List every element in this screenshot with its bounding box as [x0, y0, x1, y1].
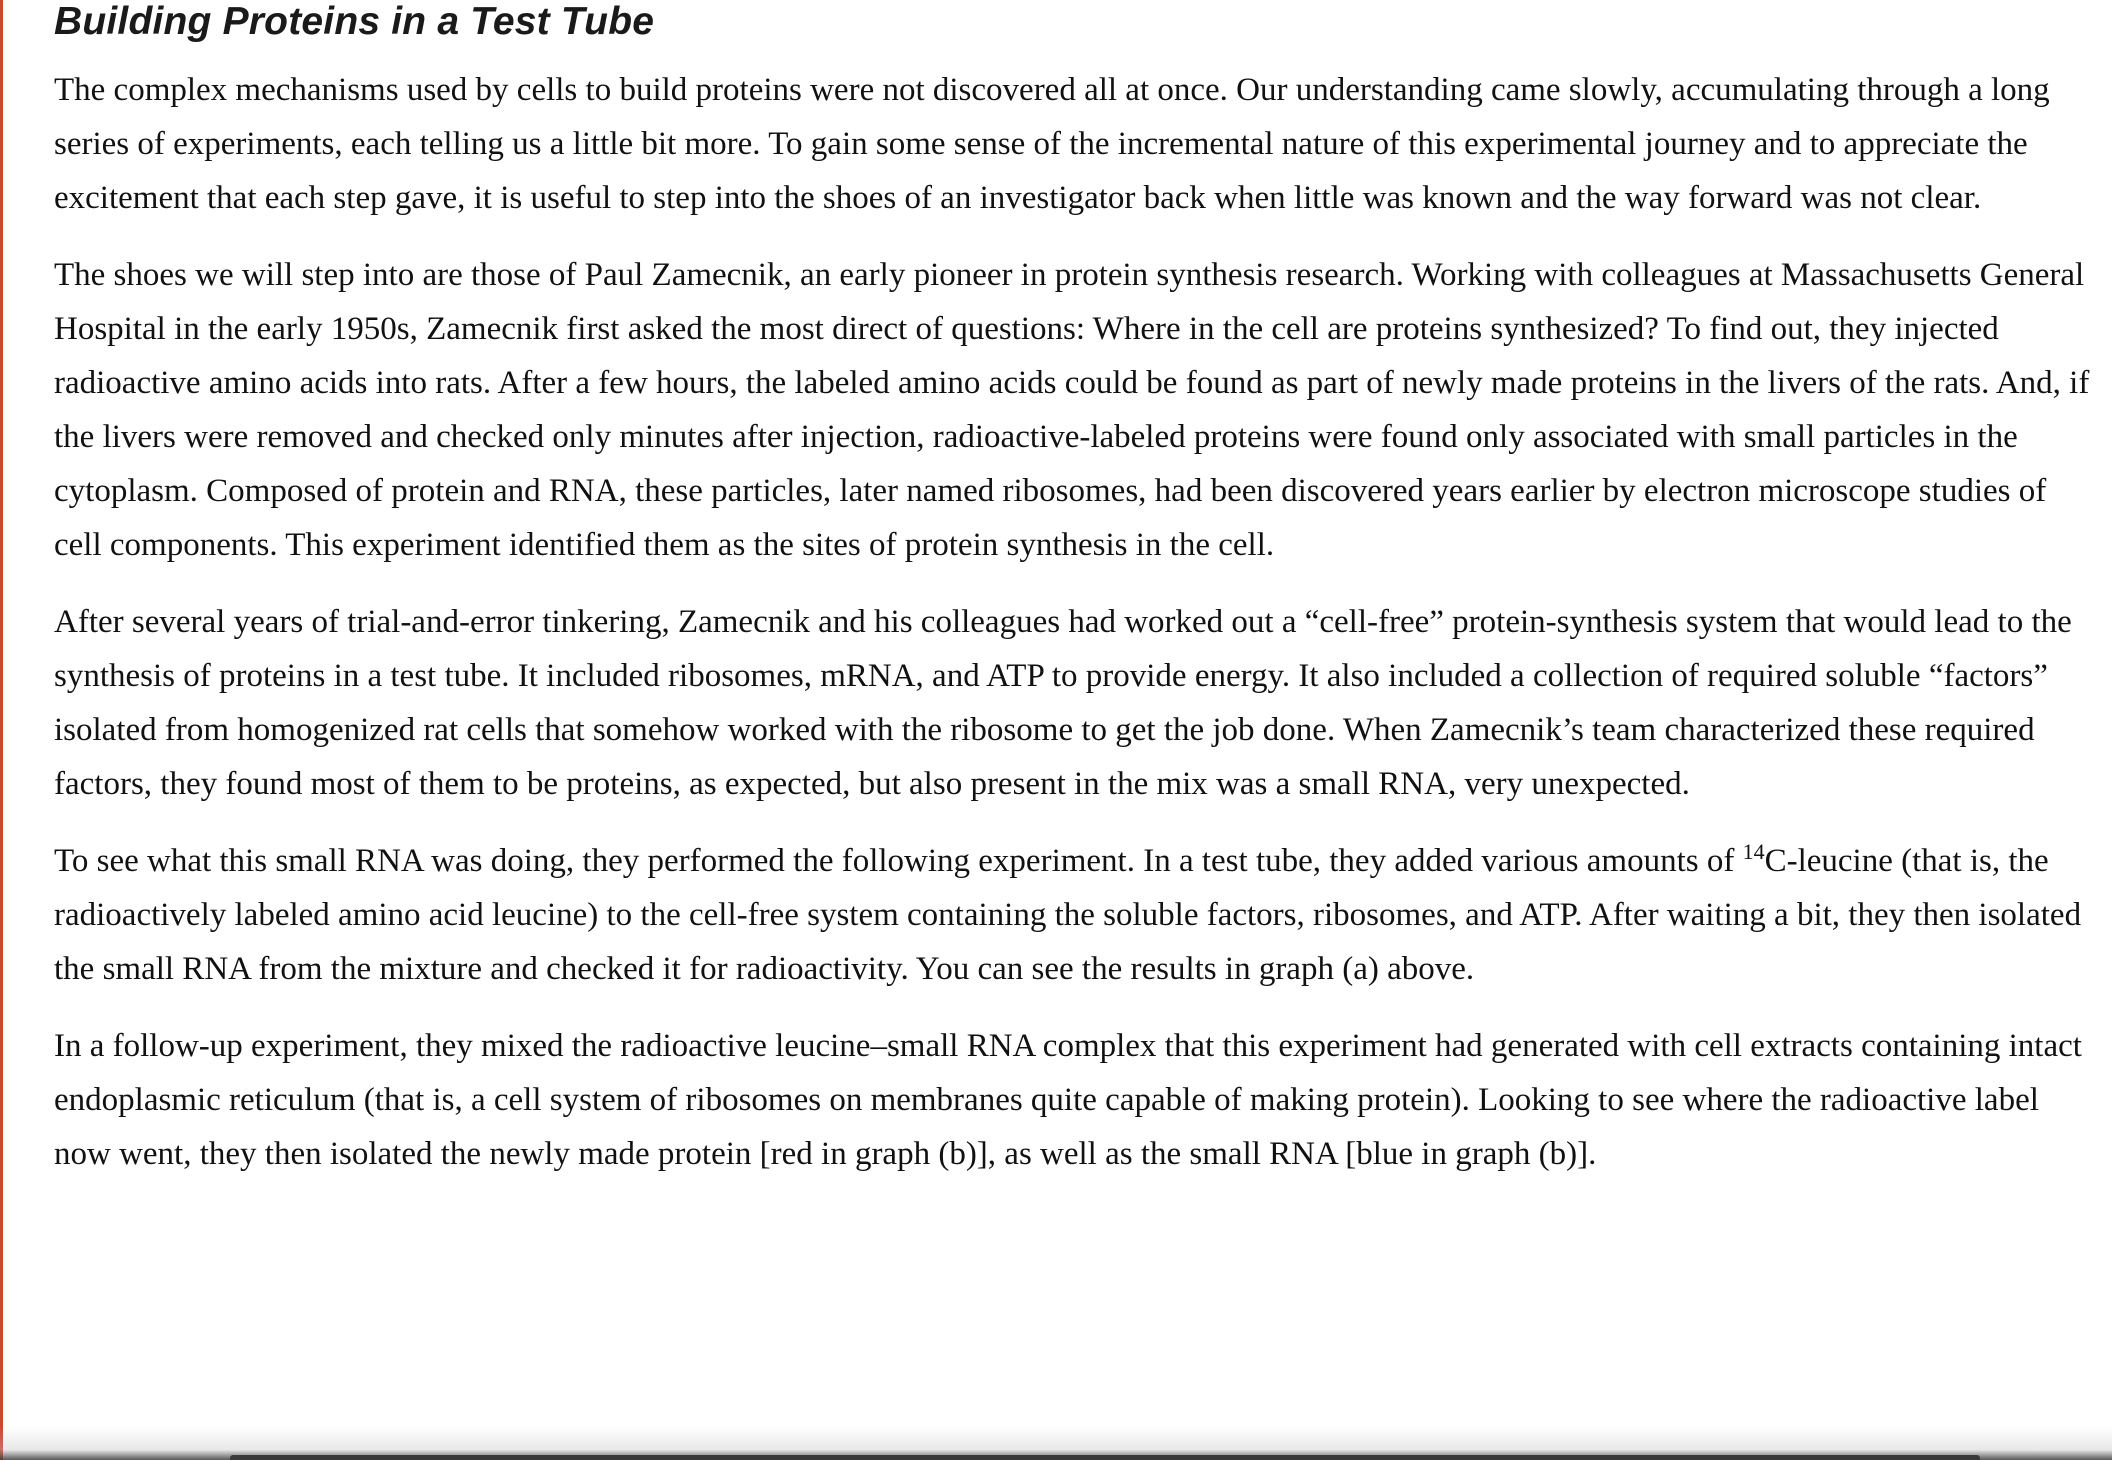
article-section	[54, 0, 2094, 1181]
paragraph-1: The complex mechanisms used by cells to build proteins were not discovered all at once. Our understanding came slowly, accumulating through a long series of experiments, each telling us a little bit more. To gain some sense of the incremental nature of this experimental journey and to appreciate the excitement that each step gave, it is useful to step into the shoes of an investigator back when little was known and the way forward was not clear.	[54, 72, 2050, 216]
paragraph-2: The shoes we will step into are those of Paul Zamecnik, an early pioneer in protein synthesis research. Working with colleagues at Massachusetts General Hospital in the early 1950s, Zamecnik first asked the most direct of questions: Where in the cell are proteins synthesized? To find out, they injected radioactive amino acids into rats. After a few hours, the labeled amino acids could be found as part of newly made proteins in the livers of the rats. And, if the livers were removed and checked only minutes after injection, radioactive-labeled proteins were found only associated with small particles in the cytoplasm. Composed of protein and RNA, these particles, later named ribosomes, had been discovered years earlier by electron microscope studies of cell components. This experiment identified them as the sites of protein synthesis in the cell.	[54, 257, 2090, 563]
bottom-scroll-edge	[230, 1455, 1980, 1460]
paragraph-4-text-before: To see what this small RNA was doing, they performed the following experiment. In a test tube, they added various amounts of	[54, 843, 1743, 879]
paragraph-4-text-after: C-leucine (that is, the radioactively labeled amino acid leucine) to the cell-free system containing the soluble factors, ribosomes, and ATP. After waiting a bit, they then isolated the small RNA from the mixture and checked it for radioactivity. You can see the results in graph (a) above.	[54, 843, 2082, 987]
isotope-superscript: 14	[1742, 839, 1765, 864]
left-accent-rule	[0, 0, 3, 1460]
paragraph-4	[54, 834, 2094, 996]
paragraph-5: In a follow-up experiment, they mixed the radioactive leucine–small RNA complex that this experiment had generated with cell extracts containing intact endoplasmic reticulum (that is, a cell system of ribosomes on membranes quite capable of making protein). Looking to see where the radioactive label now went, they then isolated the newly made protein [red in graph (b)], as well as the small RNA [blue in graph (b)].	[54, 1028, 2082, 1172]
section-title: Building Proteins in a Test Tube	[54, 0, 655, 43]
paragraph-3: After several years of trial-and-error tinkering, Zamecnik and his colleagues had worked out a “cell-free” protein-synthesis system that would lead to the synthesis of proteins in a test tube. It included ribosomes, mRNA, and ATP to provide energy. It also included a collection of required soluble “factors” isolated from homogenized rat cells that somehow worked with the ribosome to get the job done. When Zamecnik’s team characterized these required factors, they found most of them to be proteins, as expected, but also present in the mix was a small RNA, very unexpected.	[54, 604, 2072, 802]
